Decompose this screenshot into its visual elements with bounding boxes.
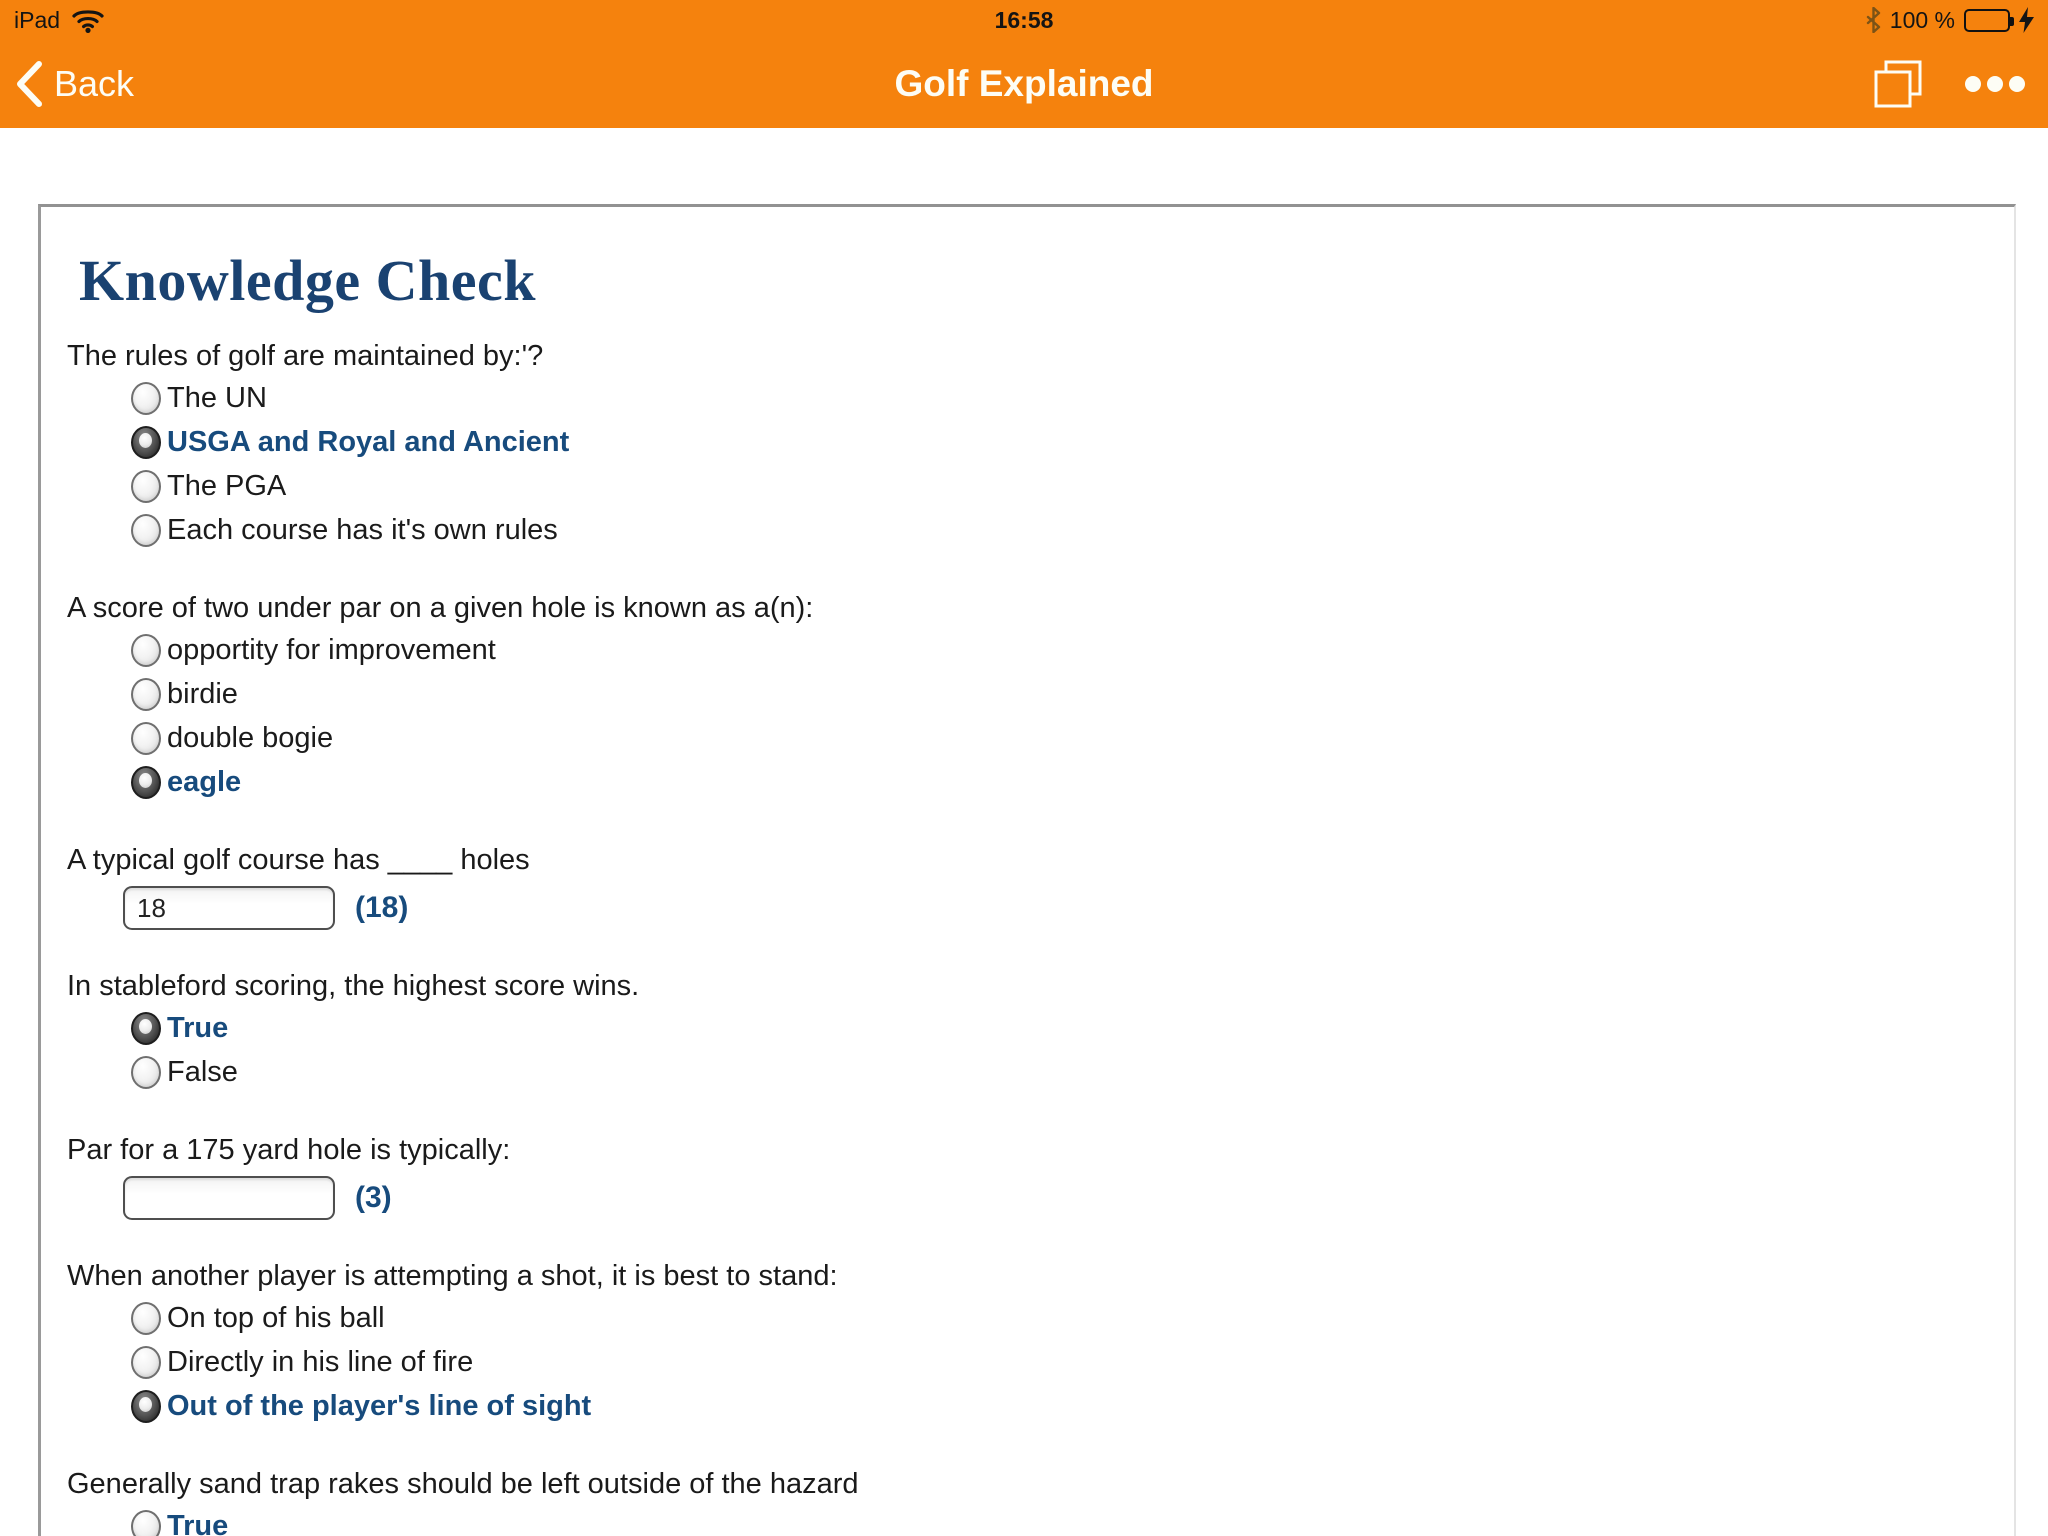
radio-button-icon[interactable] — [131, 426, 161, 459]
question-text: Par for a 175 yard hole is typically: — [67, 1134, 511, 1166]
chevron-left-icon — [16, 61, 42, 107]
radio-option-label: True — [167, 1510, 229, 1536]
radio-button-icon[interactable] — [131, 1346, 161, 1379]
radio-button-icon[interactable] — [131, 1390, 161, 1423]
question-block — [67, 338, 1974, 552]
question-block — [67, 842, 1974, 930]
radio-option-label: opportity for improvement — [167, 634, 496, 666]
radio-button-icon[interactable] — [131, 1012, 161, 1045]
question-list — [67, 338, 1974, 1536]
question-text: When another player is attempting a shot, it is best to stand: — [67, 1260, 838, 1292]
answer-input[interactable] — [123, 1176, 335, 1220]
option-list — [131, 628, 1974, 804]
question-block — [67, 1258, 1974, 1428]
battery-icon — [1964, 9, 2010, 32]
pages-button[interactable] — [1872, 58, 1924, 110]
answer-input[interactable] — [123, 886, 335, 930]
radio-option-label: The PGA — [167, 470, 287, 502]
question-block — [67, 968, 1974, 1094]
radio-option-label: Each course has it's own rules — [167, 514, 558, 546]
more-button[interactable] — [1964, 75, 2026, 93]
radio-option-label: The UN — [167, 382, 267, 414]
back-label: Back — [54, 63, 135, 104]
radio-button-icon[interactable] — [131, 722, 161, 755]
radio-button-icon[interactable] — [131, 514, 161, 547]
radio-button-icon[interactable] — [131, 1056, 161, 1089]
radio-option[interactable] — [131, 1006, 1974, 1050]
radio-option[interactable] — [131, 1340, 1974, 1384]
radio-option[interactable] — [131, 1296, 1974, 1340]
back-button[interactable] — [16, 40, 134, 128]
radio-option[interactable] — [131, 672, 1974, 716]
radio-option[interactable] — [131, 628, 1974, 672]
radio-option[interactable] — [131, 464, 1974, 508]
content-area — [0, 128, 2048, 1536]
option-list — [131, 1504, 1974, 1536]
radio-button-icon[interactable] — [131, 382, 161, 415]
radio-option-label: Out of the player's line of sight — [167, 1390, 592, 1422]
nav-title: Golf Explained — [894, 63, 1154, 104]
radio-button-icon[interactable] — [131, 1510, 161, 1536]
radio-option-label: On top of his ball — [167, 1302, 385, 1334]
radio-option[interactable] — [131, 716, 1974, 760]
radio-option-label: double bogie — [167, 722, 334, 754]
radio-option[interactable] — [131, 420, 1974, 464]
question-text: Generally sand trap rakes should be left outside of the hazard — [67, 1468, 859, 1500]
radio-button-icon[interactable] — [131, 1302, 161, 1335]
option-list — [131, 376, 1974, 552]
radio-option[interactable] — [131, 1504, 1974, 1536]
question-text: A typical golf course has ____ holes — [67, 844, 530, 876]
question-block — [67, 1132, 1974, 1220]
radio-option[interactable] — [131, 1050, 1974, 1094]
radio-option-label: birdie — [167, 678, 238, 710]
question-text: In stableford scoring, the highest score wins. — [67, 970, 640, 1002]
battery-percent: 100 % — [1889, 6, 1955, 33]
answer-hint: (18) — [355, 891, 409, 924]
question-text: The rules of golf are maintained by:'? — [67, 340, 544, 372]
nav-bar — [0, 40, 2048, 128]
radio-option[interactable] — [131, 376, 1974, 420]
question-block — [67, 1466, 1974, 1536]
radio-option[interactable] — [131, 1384, 1974, 1428]
radio-option-label: Directly in his line of fire — [167, 1346, 474, 1378]
quiz-title: Knowledge Check — [79, 248, 536, 313]
pages-icon — [1872, 58, 1924, 110]
device-label: iPad — [14, 6, 61, 33]
answer-row — [123, 1176, 1974, 1220]
radio-option-label: USGA and Royal and Ancient — [167, 426, 570, 458]
option-list — [131, 1296, 1974, 1428]
question-block — [67, 590, 1974, 804]
radio-option-label: eagle — [167, 766, 242, 798]
ellipsis-icon — [1964, 75, 2026, 93]
option-list — [131, 1006, 1974, 1094]
radio-button-icon[interactable] — [131, 470, 161, 503]
answer-row — [123, 886, 1974, 930]
radio-option-label: False — [167, 1056, 238, 1088]
radio-button-icon[interactable] — [131, 634, 161, 667]
radio-button-icon[interactable] — [131, 766, 161, 799]
question-text: A score of two under par on a given hole is known as a(n): — [67, 592, 814, 624]
radio-button-icon[interactable] — [131, 678, 161, 711]
radio-option[interactable] — [131, 508, 1974, 552]
clock: 16:58 — [994, 6, 1054, 33]
status-bar — [0, 0, 2048, 40]
quiz-card — [38, 204, 2016, 1536]
radio-option-label: True — [167, 1012, 229, 1044]
answer-hint: (3) — [355, 1181, 392, 1214]
radio-option[interactable] — [131, 760, 1974, 804]
